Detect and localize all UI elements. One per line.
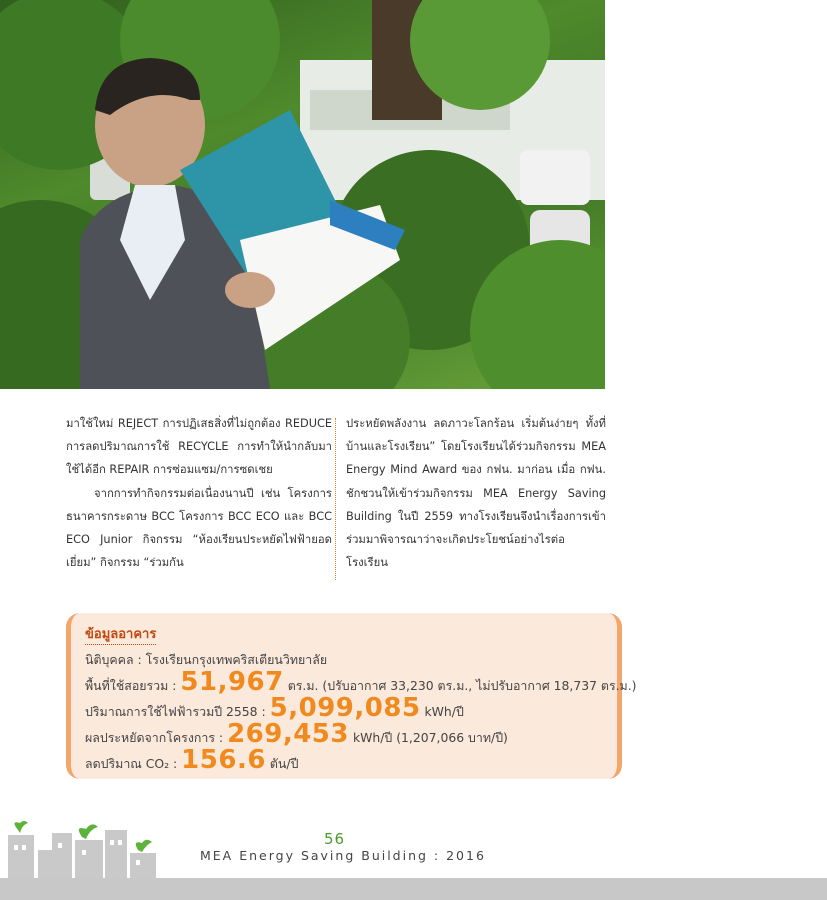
- area-unit: ตร.ม. (ปรับอากาศ 33,230 ตร.ม., ไม่ปรับอากาศ 18,737 ตร.ม.): [287, 678, 637, 693]
- co2-value: 156.6: [181, 745, 266, 775]
- footer-band: [0, 878, 827, 900]
- building-info-box: [66, 613, 637, 779]
- footer-title: MEA Energy Saving Building : 2016: [200, 848, 486, 863]
- saving-value: 269,453: [227, 719, 349, 749]
- photo-illustration: [0, 0, 605, 389]
- paragraph: จากการทำกิจกรรมต่อเนื่องนานปี เช่น โครงการธนาคารกระดาษ BCC โครงการ BCC ECO และ BCC ECO Junior กิจกรรม “ห้องเรียนประหยัดไฟฟ้ายอดเยี่ยม” กิจกรรม “ร่วมกัน: [66, 486, 332, 570]
- body-column-left: [66, 412, 332, 574]
- paragraph: มาใช้ใหม่ REJECT การปฏิเสธสิ่งที่ไม่ถูกต้อง REDUCE การลดปริมาณการใช้ RECYCLE การทำให้นำกลับมาใช้ได้อีก REPAIR การซ่อมแซม/การซดเชย: [66, 417, 332, 477]
- co2-label: ลดปริมาณ CO₂ :: [85, 756, 178, 771]
- area-value: 51,967: [180, 667, 284, 697]
- column-divider: [335, 418, 336, 580]
- energy-value: 5,099,085: [269, 693, 421, 723]
- saving-unit: kWh/ปี (1,207,066 บาท/ปี): [352, 730, 508, 745]
- city-skyline-icon: [0, 815, 170, 880]
- entity-label: นิติบุคคล : โรงเรียนกรุงเทพคริสเตียนวิทยาลัย: [85, 652, 328, 667]
- co2-unit: ตัน/ปี: [269, 756, 299, 771]
- cover-photo: [0, 0, 605, 389]
- saving-label: ผลประหยัดจากโครงการ :: [85, 730, 224, 745]
- paragraph: ประหยัดพลังงาน ลดภาวะโลกร้อน เริ่มต้นง่ายๆ ทั้งที่บ้านและโรงเรียน” โดยโรงเรียนได้ร่วมกิจกรรม MEA Energy Mind Award ของ กฟน. มาก่อน เมื่อ กฟน. ชักชวนให้เข้าร่วมกิจกรรม MEA Energy Saving Building ในปี 2559 ทางโรงเรียนจึงนำเรื่องการเข้าร่วมมาพิจารณาว่าจะเกิดประโยชน์อย่างไรต่อโรงเรียน: [346, 417, 606, 570]
- energy-unit: kWh/ปี: [424, 704, 464, 719]
- page-number: 56: [324, 830, 346, 848]
- info-title: ข้อมูลอาคาร: [85, 623, 156, 645]
- area-label: พื้นที่ใช้สอยรวม :: [85, 678, 177, 693]
- body-column-right: [346, 412, 606, 574]
- co2-row: [85, 745, 298, 775]
- energy-label: ปริมาณการใช้ไฟฟ้ารวมปี 2558 :: [85, 704, 266, 719]
